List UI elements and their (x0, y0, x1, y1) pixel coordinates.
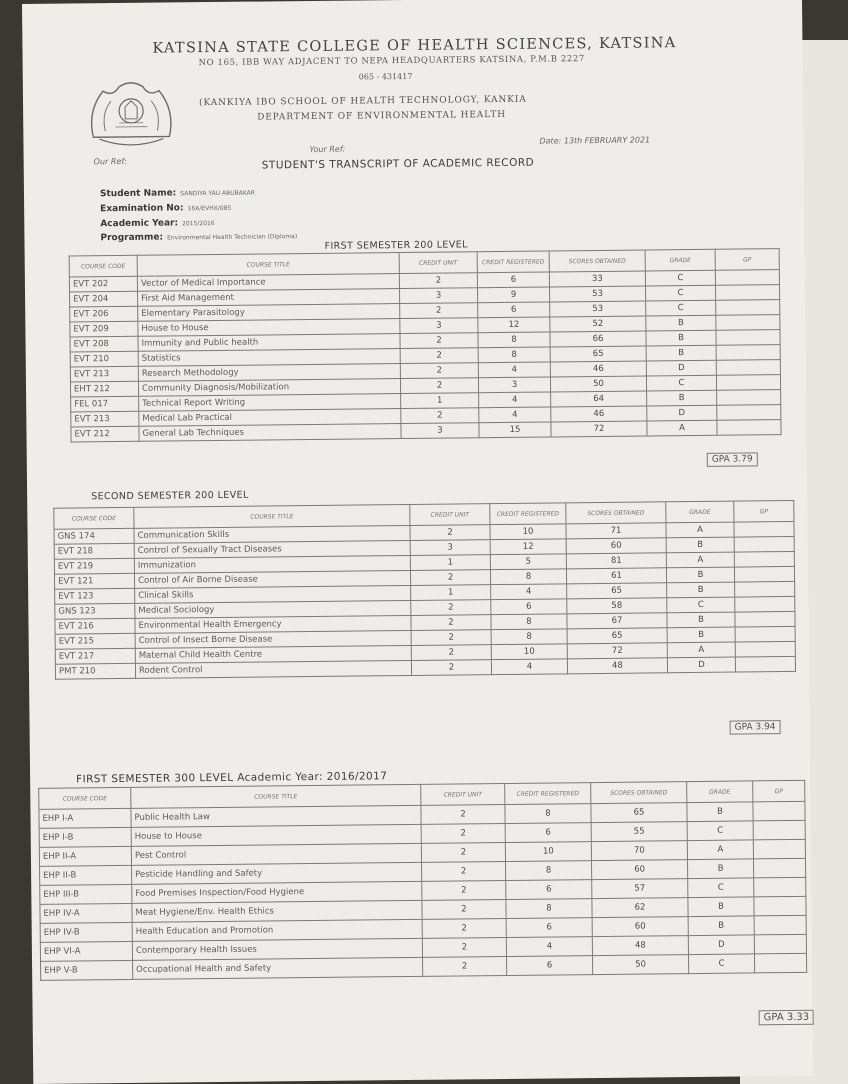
programme-line (100, 231, 297, 243)
gp-cell (734, 566, 794, 582)
credit-registered-cell: 6 (506, 880, 592, 900)
course-title-cell: Pesticide Handling and Safety (132, 862, 422, 884)
grade-cell: C (688, 878, 754, 898)
course-code-cell: EVT 218 (54, 543, 134, 559)
institution-name: KATSINA STATE COLLEGE OF HEALTH SCIENCES, KATSINA (152, 35, 677, 57)
credit-unit-cell: 2 (410, 525, 490, 541)
course-code-cell: EHP II-B (40, 865, 132, 885)
grade-cell: B (646, 330, 716, 346)
credit-unit-cell: 2 (411, 630, 491, 646)
course-code-cell: EHP II-A (39, 846, 131, 866)
grade-cell: A (666, 522, 734, 538)
credit-unit-cell: 2 (410, 570, 490, 586)
score-cell: 53 (550, 301, 646, 317)
gpa-box: GPA 3.33 (759, 1010, 815, 1026)
gp-cell (735, 641, 795, 657)
credit-unit-cell: 1 (411, 585, 491, 601)
score-cell: 33 (549, 271, 645, 287)
credit-registered-cell: 6 (491, 599, 567, 615)
score-cell: 48 (567, 658, 667, 674)
col-header-grade: GRADE (645, 249, 715, 271)
course-title-cell: Health Education and Promotion (132, 919, 422, 941)
credit-unit-cell: 2 (421, 842, 505, 862)
credit-registered-cell: 6 (478, 302, 550, 318)
course-title-cell: Elementary Parasitology (138, 304, 400, 322)
col-header-gp: GP (734, 500, 794, 522)
course-title-cell: Immunity and Public health (138, 334, 400, 352)
gp-cell (754, 877, 806, 897)
course-code-cell: EVT 202 (69, 276, 137, 292)
score-cell: 64 (551, 391, 647, 407)
credit-unit-cell: 2 (421, 823, 505, 843)
gp-cell (716, 315, 780, 331)
course-title-cell: Technical Report Writing (139, 394, 401, 412)
course-code-cell: FEL 017 (71, 396, 139, 412)
score-cell: 46 (551, 406, 647, 422)
credit-unit-cell: 2 (400, 333, 478, 349)
course-code-cell: GNS 123 (55, 603, 135, 619)
academic-year-line (100, 218, 214, 229)
semester-table (53, 500, 796, 680)
grade-cell: B (688, 916, 754, 936)
credit-registered-cell: 3 (478, 377, 550, 393)
score-cell: 57 (592, 879, 688, 899)
col-header-grade: GRADE (666, 501, 734, 523)
score-cell: 67 (567, 613, 667, 629)
course-code-cell: EVT 212 (71, 426, 139, 442)
credit-registered-cell: 4 (491, 659, 567, 675)
grade-cell: D (647, 405, 717, 421)
student-name-line (100, 188, 255, 200)
credit-unit-cell: 2 (421, 804, 505, 824)
gp-cell (716, 360, 780, 376)
credit-registered-cell: 8 (491, 614, 567, 630)
exam-number-line (100, 203, 231, 214)
course-code-cell: EVT 206 (70, 306, 138, 322)
credit-unit-cell: 2 (400, 348, 478, 364)
score-cell: 70 (591, 841, 687, 861)
document-title: STUDENT'S TRANSCRIPT OF ACADEMIC RECORD (261, 156, 535, 172)
course-title-cell: Rodent Control (135, 660, 411, 678)
course-code-cell: EHP III-B (40, 884, 132, 904)
credit-unit-cell: 2 (423, 956, 507, 976)
grade-cell: D (667, 657, 735, 673)
score-cell: 50 (592, 955, 688, 975)
gp-cell (715, 285, 779, 301)
credit-registered-cell: 8 (478, 332, 550, 348)
credit-registered-cell: 12 (490, 539, 566, 555)
course-code-cell: EVT 215 (55, 633, 135, 649)
col-header-obtained: SCORES OBTAINED (566, 502, 666, 524)
course-title-cell: Statistics (138, 349, 400, 367)
course-code-cell: PMT 210 (55, 663, 135, 679)
credit-registered-cell: 8 (505, 804, 591, 824)
course-code-cell: EHT 212 (70, 381, 138, 397)
course-title-cell: Research Methodology (138, 364, 400, 382)
score-cell: 58 (567, 598, 667, 614)
credit-unit-cell: 2 (400, 363, 478, 379)
col-header-code: COURSE CODE (39, 787, 131, 809)
credit-unit-cell: 2 (399, 273, 477, 289)
credit-unit-cell: 3 (400, 318, 478, 334)
school-name: (KANKIYA IBO SCHOOL OF HEALTH TECHNOLOGY, KANKIA (198, 94, 527, 109)
credit-registered-cell: 6 (477, 272, 549, 288)
credit-unit-cell: 2 (422, 918, 506, 938)
course-title-cell: Medical Sociology (135, 600, 411, 618)
course-title-cell: Environmental Health Emergency (135, 615, 411, 633)
your-ref: Your Ref: (309, 144, 346, 154)
col-header-title: COURSE TITLE (134, 504, 410, 528)
credit-unit-cell: 3 (410, 540, 490, 556)
gp-cell (753, 801, 805, 821)
course-code-cell: GNS 174 (54, 528, 134, 544)
programme-label: Programme: (100, 232, 164, 244)
semester-title: FIRST SEMESTER 300 LEVEL Academic Year: 2016/2017 (76, 770, 388, 786)
gp-cell (717, 405, 781, 421)
course-title-cell: First Aid Management (138, 289, 400, 307)
course-title-cell: Communication Skills (134, 525, 410, 543)
credit-unit-cell: 2 (422, 880, 506, 900)
credit-registered-cell: 8 (490, 569, 566, 585)
gp-cell (735, 581, 795, 597)
course-title-cell: Medical Lab Practical (139, 409, 401, 427)
course-title-cell: Clinical Skills (135, 585, 411, 603)
our-ref: Our Ref: (93, 156, 127, 167)
semester-table (69, 248, 782, 442)
grade-cell: B (667, 582, 735, 598)
course-code-cell: EHP V-B (41, 960, 133, 980)
credit-registered-cell: 10 (490, 524, 566, 540)
grade-cell: B (667, 627, 735, 643)
grade-cell: B (646, 315, 716, 331)
course-code-cell: EVT 121 (54, 573, 134, 589)
col-header-code: COURSE CODE (54, 507, 134, 529)
grade-cell: B (666, 567, 734, 583)
course-title-cell: Immunization (134, 555, 410, 573)
col-header-registered: CREDIT REGISTERED (477, 251, 549, 273)
credit-unit-cell: 2 (422, 937, 506, 957)
semester-table (38, 780, 807, 981)
grade-cell: D (646, 360, 716, 376)
gp-cell (754, 915, 806, 935)
score-cell: 72 (567, 643, 667, 659)
gp-cell (717, 390, 781, 406)
course-title-cell: Meat Hygiene/Env. Health Ethics (132, 900, 422, 922)
course-code-cell: EHP I-A (39, 808, 131, 828)
course-title-cell: Contemporary Health Issues (132, 938, 422, 960)
course-code-cell: EHP I-B (39, 827, 131, 847)
grade-cell: B (687, 859, 753, 879)
credit-registered-cell: 10 (505, 842, 591, 862)
semester-title: SECOND SEMESTER 200 LEVEL (91, 489, 249, 503)
score-cell: 71 (566, 523, 666, 539)
credit-unit-cell: 3 (400, 288, 478, 304)
col-header-registered: CREDIT REGISTERED (490, 503, 566, 525)
credit-registered-cell: 6 (505, 823, 591, 843)
score-cell: 65 (567, 628, 667, 644)
credit-registered-cell: 10 (491, 644, 567, 660)
credit-registered-cell: 4 (478, 362, 550, 378)
col-header-grade: GRADE (687, 781, 753, 803)
col-header-gp: GP (715, 249, 779, 271)
course-code-cell: EVT 213 (71, 411, 139, 427)
gp-cell (734, 536, 794, 552)
col-header-obtained: SCORES OBTAINED (549, 250, 645, 272)
exam-number-value: 16A/EVHX/085 (187, 204, 232, 213)
course-code-cell: EVT 216 (55, 618, 135, 634)
credit-registered-cell: 9 (477, 287, 549, 303)
institution-address: NO 165, IBB WAY ADJACENT TO NEPA HEADQUARTERS KATSINA, P.M.B 2227 (198, 54, 585, 69)
score-cell: 48 (592, 936, 688, 956)
score-cell: 65 (567, 583, 667, 599)
course-title-cell: House to House (138, 319, 400, 337)
credit-registered-cell: 4 (506, 937, 592, 957)
score-cell: 65 (591, 803, 687, 823)
grade-cell: C (646, 300, 716, 316)
grade-cell: B (666, 537, 734, 553)
course-title-cell: House to House (131, 824, 421, 846)
course-code-cell: EVT 204 (70, 291, 138, 307)
credit-unit-cell: 2 (401, 408, 479, 424)
gp-cell (754, 934, 806, 954)
gpa-box: GPA 3.94 (730, 720, 781, 735)
course-code-cell: EHP VI-A (40, 941, 132, 961)
credit-unit-cell: 2 (411, 615, 491, 631)
gp-cell (716, 345, 780, 361)
credit-registered-cell: 12 (478, 317, 550, 333)
col-header-unit: CREDIT UNIT (399, 252, 477, 274)
credit-registered-cell: 4 (491, 584, 567, 600)
course-title-cell: Food Premises Inspection/Food Hygiene (132, 881, 422, 903)
score-cell: 52 (550, 316, 646, 332)
score-cell: 60 (592, 860, 688, 880)
gp-cell (735, 596, 795, 612)
credit-registered-cell: 15 (479, 422, 551, 438)
transcript-page (22, 0, 813, 1084)
score-cell: 72 (551, 421, 647, 437)
col-header-unit: CREDIT UNIT (421, 783, 505, 805)
col-header-unit: CREDIT UNIT (410, 504, 490, 526)
grade-cell: B (646, 345, 716, 361)
score-cell: 55 (591, 822, 687, 842)
course-code-cell: EHP IV-B (40, 922, 132, 942)
credit-unit-cell: 2 (400, 303, 478, 319)
grade-cell: A (647, 420, 717, 436)
credit-registered-cell: 8 (478, 347, 550, 363)
col-header-obtained: SCORES OBTAINED (591, 782, 687, 804)
document-date: Date: 13th FEBRUARY 2021 (539, 135, 651, 146)
course-title-cell: Occupational Health and Safety (133, 957, 423, 979)
col-header-title: COURSE TITLE (131, 784, 421, 808)
grade-cell: C (645, 270, 715, 286)
col-header-title: COURSE TITLE (137, 253, 399, 277)
course-code-cell: EVT 217 (55, 648, 135, 664)
college-seal-emblem (85, 76, 178, 151)
score-cell: 60 (566, 538, 666, 554)
grade-cell: C (688, 954, 754, 974)
gp-cell (754, 896, 806, 916)
gp-cell (735, 626, 795, 642)
gp-cell (717, 420, 781, 436)
course-code-cell: EVT 210 (70, 351, 138, 367)
grade-cell: B (667, 612, 735, 628)
score-cell: 62 (592, 898, 688, 918)
grade-cell: C (687, 821, 753, 841)
score-cell: 61 (566, 568, 666, 584)
credit-unit-cell: 2 (411, 660, 491, 676)
credit-unit-cell: 2 (422, 861, 506, 881)
credit-unit-cell: 1 (401, 393, 479, 409)
score-cell: 66 (550, 331, 646, 347)
gp-cell (716, 375, 780, 391)
grade-cell: A (667, 642, 735, 658)
grade-cell: B (687, 802, 753, 822)
course-code-cell: EVT 208 (70, 336, 138, 352)
credit-registered-cell: 8 (506, 899, 592, 919)
gp-cell (735, 611, 795, 627)
semester-title: FIRST SEMESTER 200 LEVEL (324, 239, 468, 252)
score-cell: 60 (592, 917, 688, 937)
credit-unit-cell: 2 (422, 899, 506, 919)
gpa-box: GPA 3.79 (707, 452, 758, 467)
course-title-cell: Control of Sexually Tract Diseases (134, 540, 410, 558)
department-name: DEPARTMENT OF ENVIRONMENTAL HEALTH (257, 109, 507, 123)
score-cell: 50 (550, 376, 646, 392)
course-title-cell: Community Diagnosis/Mobilization (138, 379, 400, 397)
course-title-cell: General Lab Techniques (139, 424, 401, 442)
course-title-cell: Control of Insect Borne Disease (135, 630, 411, 648)
grade-cell: C (667, 597, 735, 613)
grade-cell: B (688, 897, 754, 917)
institution-phone: 065 - 431417 (358, 71, 413, 82)
grade-cell: A (687, 840, 753, 860)
gp-cell (753, 858, 805, 878)
credit-unit-cell: 3 (401, 423, 479, 439)
credit-registered-cell: 8 (506, 861, 592, 881)
credit-registered-cell: 6 (506, 918, 592, 938)
grade-cell: C (646, 375, 716, 391)
credit-registered-cell: 8 (491, 629, 567, 645)
gp-cell (735, 656, 795, 672)
col-header-gp: GP (753, 780, 805, 802)
course-title-cell: Pest Control (131, 843, 421, 865)
gp-cell (734, 521, 794, 537)
gp-cell (753, 820, 805, 840)
grade-cell: B (647, 390, 717, 406)
course-title-cell: Public Health Law (131, 805, 421, 827)
gp-cell (754, 953, 806, 973)
credit-registered-cell: 6 (507, 956, 593, 976)
col-header-code: COURSE CODE (69, 255, 137, 277)
score-cell: 81 (566, 553, 666, 569)
gp-cell (734, 551, 794, 567)
score-cell: 46 (550, 361, 646, 377)
credit-registered-cell: 5 (490, 554, 566, 570)
course-code-cell: EVT 209 (70, 321, 138, 337)
course-code-cell: EVT 219 (54, 558, 134, 574)
credit-unit-cell: 2 (411, 645, 491, 661)
programme-value: Environmental Health Technician (Diploma) (167, 233, 298, 242)
course-code-cell: EVT 123 (55, 588, 135, 604)
student-name-value: SANDIYA YAU ABUBAKAR (180, 189, 255, 198)
course-code-cell: EHP IV-A (40, 903, 132, 923)
credit-unit-cell: 2 (411, 600, 491, 616)
col-header-registered: CREDIT REGISTERED (505, 783, 591, 805)
score-cell: 65 (550, 346, 646, 362)
credit-registered-cell: 4 (479, 392, 551, 408)
grade-cell: A (666, 552, 734, 568)
credit-unit-cell: 1 (410, 555, 490, 571)
grade-cell: C (645, 285, 715, 301)
gp-cell (716, 330, 780, 346)
credit-unit-cell: 2 (400, 378, 478, 394)
gp-cell (715, 270, 779, 286)
course-title-cell: Vector of Medical Importance (137, 274, 399, 292)
credit-registered-cell: 4 (479, 407, 551, 423)
course-title-cell: Maternal Child Health Centre (135, 645, 411, 663)
gp-cell (716, 300, 780, 316)
course-code-cell: EVT 213 (70, 366, 138, 382)
gp-cell (753, 839, 805, 859)
academic-year-label: Academic Year: (100, 218, 179, 230)
exam-number-label: Examination No: (100, 203, 184, 215)
student-name-label: Student Name: (99, 188, 177, 200)
academic-year-value: 2015/2016 (182, 219, 215, 228)
grade-cell: D (688, 935, 754, 955)
course-title-cell: Control of Air Borne Disease (134, 570, 410, 588)
score-cell: 53 (549, 286, 645, 302)
